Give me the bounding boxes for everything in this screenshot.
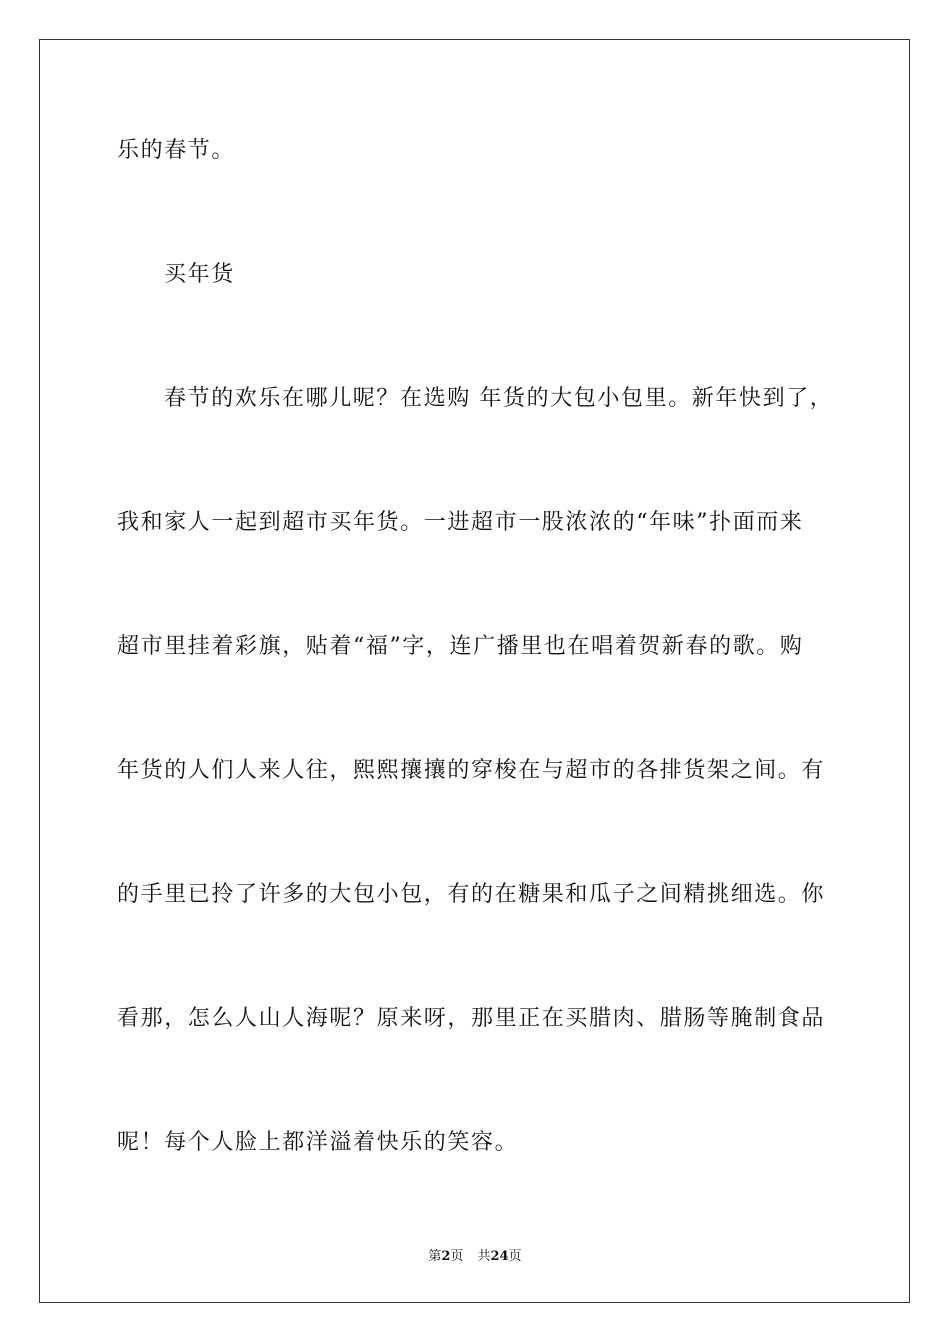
page-number: 2 [441,1249,451,1264]
total-pages: 24 [490,1249,509,1264]
page-suffix: 页 [450,1249,464,1264]
paragraph-line-5: 年货的人们人来人往，熙熙攘攘的穿梭在与超市的各排货架之间。有 [117,758,826,783]
paragraph-line-3: 我和家人一起到超市买年货。一进超市一股浓浓的“年味”扑面而来 [117,510,804,535]
page-footer [0,1248,950,1266]
page-prefix: 第 [428,1249,442,1264]
paragraph-line-4: 超市里挂着彩旗，贴着“福”字，连广播里也在唱着贺新春的歌。购 [117,634,804,659]
paragraph-line-2: 春节的欢乐在哪儿呢？在选购 年货的大包小包里。新年快到了， [164,386,834,411]
paragraph-line-6: 的手里已拎了许多的大包小包，有的在糖果和瓜子之间精挑细选。你 [117,882,826,907]
paragraph-line-1: 乐的春节。 [117,138,236,163]
section-heading: 买年货 [164,262,235,287]
total-prefix: 共 [477,1249,491,1264]
page-border [39,39,910,1303]
paragraph-line-8: 呢！每个人脸上都洋溢着快乐的笑容。 [117,1130,519,1155]
paragraph-line-7: 看那，怎么人山人海呢？原来呀，那里正在买腊肉、腊肠等腌制食品 [117,1006,826,1031]
total-suffix: 页 [508,1249,522,1264]
